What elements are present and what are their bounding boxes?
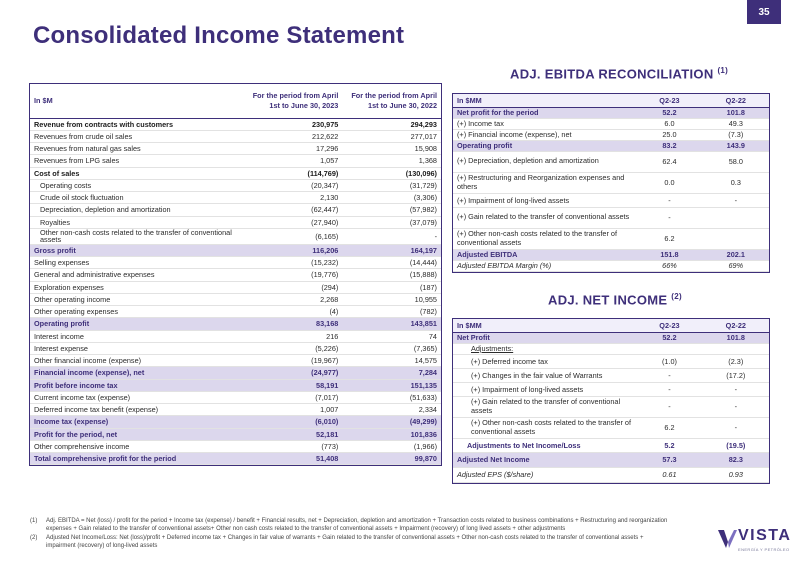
table-row xyxy=(453,228,769,249)
table-row xyxy=(30,355,441,367)
logo-tagline: ENERGÍA Y PETRÓLEO xyxy=(738,547,790,552)
row-label: (+) Impairment of long-lived assets xyxy=(453,193,636,207)
table-row xyxy=(453,107,769,118)
table-header xyxy=(30,84,441,118)
row-value-current: (1.0) xyxy=(636,354,702,368)
table-row xyxy=(30,257,441,269)
row-value-prior: (130,096) xyxy=(342,167,441,179)
row-value-current: (114,769) xyxy=(244,167,343,179)
row-value-prior: 0.93 xyxy=(703,467,769,482)
row-label: Adjustments to Net Income/Loss xyxy=(453,438,636,452)
row-value-current: 116,206 xyxy=(244,244,343,256)
row-label: Operating costs xyxy=(30,179,244,191)
row-value-current: - xyxy=(636,207,702,228)
page-number: 35 xyxy=(747,0,781,24)
header-label: In $MM xyxy=(453,94,636,107)
row-label: Adjusted EPS ($/share) xyxy=(453,467,636,482)
net-income-table xyxy=(452,318,770,484)
row-value-prior: 164,197 xyxy=(342,244,441,256)
row-label: Revenues from natural gas sales xyxy=(30,143,244,155)
row-label: Financial income (expense), net xyxy=(30,367,244,379)
row-value-prior: (782) xyxy=(342,306,441,318)
table-row xyxy=(30,379,441,391)
row-value-current: 6.2 xyxy=(636,417,702,438)
table-row xyxy=(30,391,441,403)
vista-logo xyxy=(716,524,790,558)
table-row xyxy=(30,440,441,452)
row-value-current: 0.0 xyxy=(636,172,702,193)
row-value-prior: 143,851 xyxy=(342,318,441,330)
row-value-prior: (15,888) xyxy=(342,269,441,281)
table-row xyxy=(30,143,441,155)
row-label: (+) Depreciation, depletion and amortization xyxy=(453,151,636,172)
row-label: Gross profit xyxy=(30,244,244,256)
row-value-prior: 101.8 xyxy=(703,107,769,118)
row-label: Operating profit xyxy=(30,318,244,330)
row-value-current: (7,017) xyxy=(244,391,343,403)
row-value-prior: - xyxy=(342,228,441,244)
row-label: Other financial income (expense) xyxy=(30,355,244,367)
table-row xyxy=(30,318,441,330)
row-label: Depreciation, depletion and amortization xyxy=(30,204,244,216)
row-label: Other operating income xyxy=(30,293,244,305)
row-value-prior: 14,575 xyxy=(342,355,441,367)
row-label: Net profit for the period xyxy=(453,107,636,118)
table-header xyxy=(453,94,769,107)
row-label: Net Profit xyxy=(453,332,636,343)
row-value-prior: 69% xyxy=(703,260,769,271)
row-value-prior: 0.3 xyxy=(703,172,769,193)
table-row xyxy=(453,396,769,417)
row-label: Adjusted Net Income xyxy=(453,452,636,467)
row-label: Other operating expenses xyxy=(30,306,244,318)
table-row xyxy=(453,118,769,129)
net-income-body xyxy=(453,332,769,482)
table-row xyxy=(453,207,769,228)
row-value-prior: (49,299) xyxy=(342,416,441,428)
row-label: (+) Gain related to the transfer of conventional assets xyxy=(453,396,636,417)
footnotes xyxy=(30,518,670,552)
row-value-prior: 49.3 xyxy=(703,118,769,129)
row-label: Deferred income tax benefit (expense) xyxy=(30,404,244,416)
row-value-current: - xyxy=(636,382,702,396)
table-row xyxy=(30,167,441,179)
row-label: Crude oil stock fluctuation xyxy=(30,192,244,204)
table-row xyxy=(30,118,441,130)
header-q2-23: Q2-23 xyxy=(636,94,702,107)
row-value-current: - xyxy=(636,193,702,207)
table-row xyxy=(30,330,441,342)
footnote-1: (1) Adj. EBITDA = Net (loss) / profit for the period + Income tax (expense) / benefit + Financial results, net + Depreciation, depletion and amortization + Transaction costs related to business combinations + Restructuring and reorganization expenses + Gain related to the transfer of conventional assets+ Other non cash costs related to the transfer of conventional assets + Impairment (recovery) of long lived assets + other adjustments xyxy=(30,518,668,532)
row-value-current: (6,165) xyxy=(244,228,343,244)
row-value-prior: (57,982) xyxy=(342,204,441,216)
page-title: Consolidated Income Statement xyxy=(33,22,405,49)
row-label: (+) Impairment of long-lived assets xyxy=(453,382,636,396)
row-value-current: 2,268 xyxy=(244,293,343,305)
logo-wordmark: VISTA xyxy=(738,527,792,544)
row-value-current: 58,191 xyxy=(244,379,343,391)
row-value-current: 230,975 xyxy=(244,118,343,130)
table-row xyxy=(30,453,441,465)
table-row xyxy=(30,281,441,293)
table-row xyxy=(30,192,441,204)
table-header xyxy=(453,319,769,332)
row-value-prior: 58.0 xyxy=(703,151,769,172)
table-row xyxy=(30,244,441,256)
row-value-current: (294) xyxy=(244,281,343,293)
row-value-current: (773) xyxy=(244,440,343,452)
row-value-prior: 7,284 xyxy=(342,367,441,379)
row-value-prior: 277,017 xyxy=(342,130,441,142)
row-value-prior: 15,908 xyxy=(342,143,441,155)
row-value-prior: 99,870 xyxy=(342,453,441,465)
row-label: Other comprehensive income xyxy=(30,440,244,452)
row-value-prior: (1,966) xyxy=(342,440,441,452)
row-label: Royalties xyxy=(30,216,244,228)
table-row xyxy=(453,382,769,396)
table-row xyxy=(30,179,441,191)
row-label: Interest income xyxy=(30,330,244,342)
row-value-prior: (51,633) xyxy=(342,391,441,403)
table-row xyxy=(30,204,441,216)
table-row xyxy=(453,332,769,343)
row-value-current: (19,967) xyxy=(244,355,343,367)
row-value-current: 5.2 xyxy=(636,438,702,452)
ebitda-table xyxy=(452,93,770,273)
table-row xyxy=(30,342,441,354)
row-value-current xyxy=(636,343,702,354)
table-row xyxy=(453,249,769,260)
row-value-prior: 202.1 xyxy=(703,249,769,260)
header-label: In $MM xyxy=(453,319,636,332)
row-label: (+) Gain related to the transfer of conventional assets xyxy=(453,207,636,228)
row-value-prior: (2.3) xyxy=(703,354,769,368)
row-value-prior: 82.3 xyxy=(703,452,769,467)
row-value-current: 2,130 xyxy=(244,192,343,204)
income-statement-body xyxy=(30,118,441,465)
row-value-prior: (3,306) xyxy=(342,192,441,204)
table-row xyxy=(453,417,769,438)
table-row xyxy=(30,428,441,440)
row-value-prior: (7.3) xyxy=(703,129,769,140)
header-col-2023: For the period from April 1st to June 30, 2023 xyxy=(244,84,343,118)
table-row xyxy=(453,140,769,151)
row-value-prior: - xyxy=(703,417,769,438)
row-value-current: 212,622 xyxy=(244,130,343,142)
table-row xyxy=(453,438,769,452)
table-row xyxy=(30,155,441,167)
table-row xyxy=(453,343,769,354)
row-label: Current income tax (expense) xyxy=(30,391,244,403)
row-value-prior: 2,334 xyxy=(342,404,441,416)
row-label: Total comprehensive profit for the period xyxy=(30,453,244,465)
table-row xyxy=(453,452,769,467)
row-value-current: 6.2 xyxy=(636,228,702,249)
row-label: (+) Restructuring and Reorganization expenses and others xyxy=(453,172,636,193)
row-label: Other non-cash costs related to the transfer of conventional assets xyxy=(30,228,244,244)
row-label: Exploration expenses xyxy=(30,281,244,293)
income-statement-table xyxy=(29,83,442,466)
row-value-current: 52,181 xyxy=(244,428,343,440)
row-value-current: 51,408 xyxy=(244,453,343,465)
table-row xyxy=(30,306,441,318)
table-row xyxy=(30,293,441,305)
row-value-current: 1,057 xyxy=(244,155,343,167)
row-value-current: 1,007 xyxy=(244,404,343,416)
row-value-prior: - xyxy=(703,396,769,417)
footnote-2: (2) Adjusted Net Income/Loss: Net (loss)/profit + Deferred income tax + Changes in fair value of warrants + Gain related to the transfer of conventional assets + Other non-cash costs related to the transfer of conventional assets + impairment (recovery) of long-lived assets xyxy=(30,535,644,549)
row-value-current: (62,447) xyxy=(244,204,343,216)
row-value-current: 6.0 xyxy=(636,118,702,129)
row-label: Adjusted EBITDA xyxy=(453,249,636,260)
header-col-2022: For the period from April 1st to June 30, 2022 xyxy=(342,84,441,118)
row-label: (+) Other non-cash costs related to the transfer of conventional assets xyxy=(453,417,636,438)
row-value-prior: (14,444) xyxy=(342,257,441,269)
header-q2-22: Q2-22 xyxy=(703,319,769,332)
table-row xyxy=(453,193,769,207)
ebitda-section-title: ADJ. EBITDA RECONCILIATION $^{(1)}$ xyxy=(510,66,729,82)
row-value-prior xyxy=(703,228,769,249)
row-label: Operating profit xyxy=(453,140,636,151)
row-value-prior: 101,836 xyxy=(342,428,441,440)
row-label: Cost of sales xyxy=(30,167,244,179)
row-value-current: 83.2 xyxy=(636,140,702,151)
table-row xyxy=(30,228,441,244)
row-value-current: (27,940) xyxy=(244,216,343,228)
row-value-current: - xyxy=(636,396,702,417)
row-value-prior: 1,368 xyxy=(342,155,441,167)
row-value-current: 83,168 xyxy=(244,318,343,330)
table-row xyxy=(453,368,769,382)
row-label: (+) Income tax xyxy=(453,118,636,129)
row-label: Interest expense xyxy=(30,342,244,354)
row-value-current: 57.3 xyxy=(636,452,702,467)
row-label: Profit before income tax xyxy=(30,379,244,391)
row-value-current: 66% xyxy=(636,260,702,271)
row-label: Income tax (expense) xyxy=(30,416,244,428)
row-value-current: 17,296 xyxy=(244,143,343,155)
row-label: (+) Changes in the fair value of Warrants xyxy=(453,368,636,382)
table-row xyxy=(453,260,769,271)
table-row xyxy=(453,172,769,193)
table-row xyxy=(30,216,441,228)
net-income-section-title: ADJ. NET INCOME $^{(2)}$ xyxy=(548,292,682,308)
header-label: In $M xyxy=(30,84,244,118)
row-label: Adjusted EBITDA Margin (%) xyxy=(453,260,636,271)
row-value-prior: (19.5) xyxy=(703,438,769,452)
row-value-prior: (7,365) xyxy=(342,342,441,354)
row-value-current: 62.4 xyxy=(636,151,702,172)
row-value-prior: - xyxy=(703,382,769,396)
row-value-prior: (37,079) xyxy=(342,216,441,228)
header-q2-23: Q2-23 xyxy=(636,319,702,332)
row-value-prior: 143.9 xyxy=(703,140,769,151)
row-value-current: (20,347) xyxy=(244,179,343,191)
vista-chevron-icon xyxy=(716,526,738,552)
row-value-prior xyxy=(703,207,769,228)
row-value-current: (19,776) xyxy=(244,269,343,281)
ebitda-body xyxy=(453,107,769,271)
row-value-current: 52.2 xyxy=(636,107,702,118)
row-value-prior: (17.2) xyxy=(703,368,769,382)
row-value-current: 151.8 xyxy=(636,249,702,260)
row-label: Revenues from crude oil sales xyxy=(30,130,244,142)
row-value-prior: (31,729) xyxy=(342,179,441,191)
row-label: Adjustments: xyxy=(453,343,636,354)
row-label: General and administrative expenses xyxy=(30,269,244,281)
row-label: (+) Deferred income tax xyxy=(453,354,636,368)
row-label: (+) Other non-cash costs related to the transfer of conventional assets xyxy=(453,228,636,249)
table-row xyxy=(453,354,769,368)
table-row xyxy=(30,367,441,379)
table-row xyxy=(30,404,441,416)
row-value-prior: 101.8 xyxy=(703,332,769,343)
row-value-current: 0.61 xyxy=(636,467,702,482)
row-label: Selling expenses xyxy=(30,257,244,269)
row-value-current: (5,226) xyxy=(244,342,343,354)
row-value-prior: (187) xyxy=(342,281,441,293)
table-row xyxy=(30,416,441,428)
row-value-prior: 294,293 xyxy=(342,118,441,130)
row-value-prior xyxy=(703,343,769,354)
table-row xyxy=(453,467,769,482)
row-value-current: (15,232) xyxy=(244,257,343,269)
row-label: Revenues from LPG sales xyxy=(30,155,244,167)
row-label: Profit for the period, net xyxy=(30,428,244,440)
row-value-current: 52.2 xyxy=(636,332,702,343)
row-value-prior: - xyxy=(703,193,769,207)
row-label: Revenue from contracts with customers xyxy=(30,118,244,130)
row-value-current: (6,010) xyxy=(244,416,343,428)
row-value-prior: 151,135 xyxy=(342,379,441,391)
header-q2-22: Q2-22 xyxy=(703,94,769,107)
row-value-current: (24,977) xyxy=(244,367,343,379)
row-label: (+) Financial income (expense), net xyxy=(453,129,636,140)
row-value-current: 216 xyxy=(244,330,343,342)
row-value-current: - xyxy=(636,368,702,382)
row-value-current: 25.0 xyxy=(636,129,702,140)
table-row xyxy=(30,130,441,142)
row-value-prior: 10,955 xyxy=(342,293,441,305)
table-row xyxy=(453,151,769,172)
row-value-prior: 74 xyxy=(342,330,441,342)
row-value-current: (4) xyxy=(244,306,343,318)
table-row xyxy=(453,129,769,140)
table-row xyxy=(30,269,441,281)
